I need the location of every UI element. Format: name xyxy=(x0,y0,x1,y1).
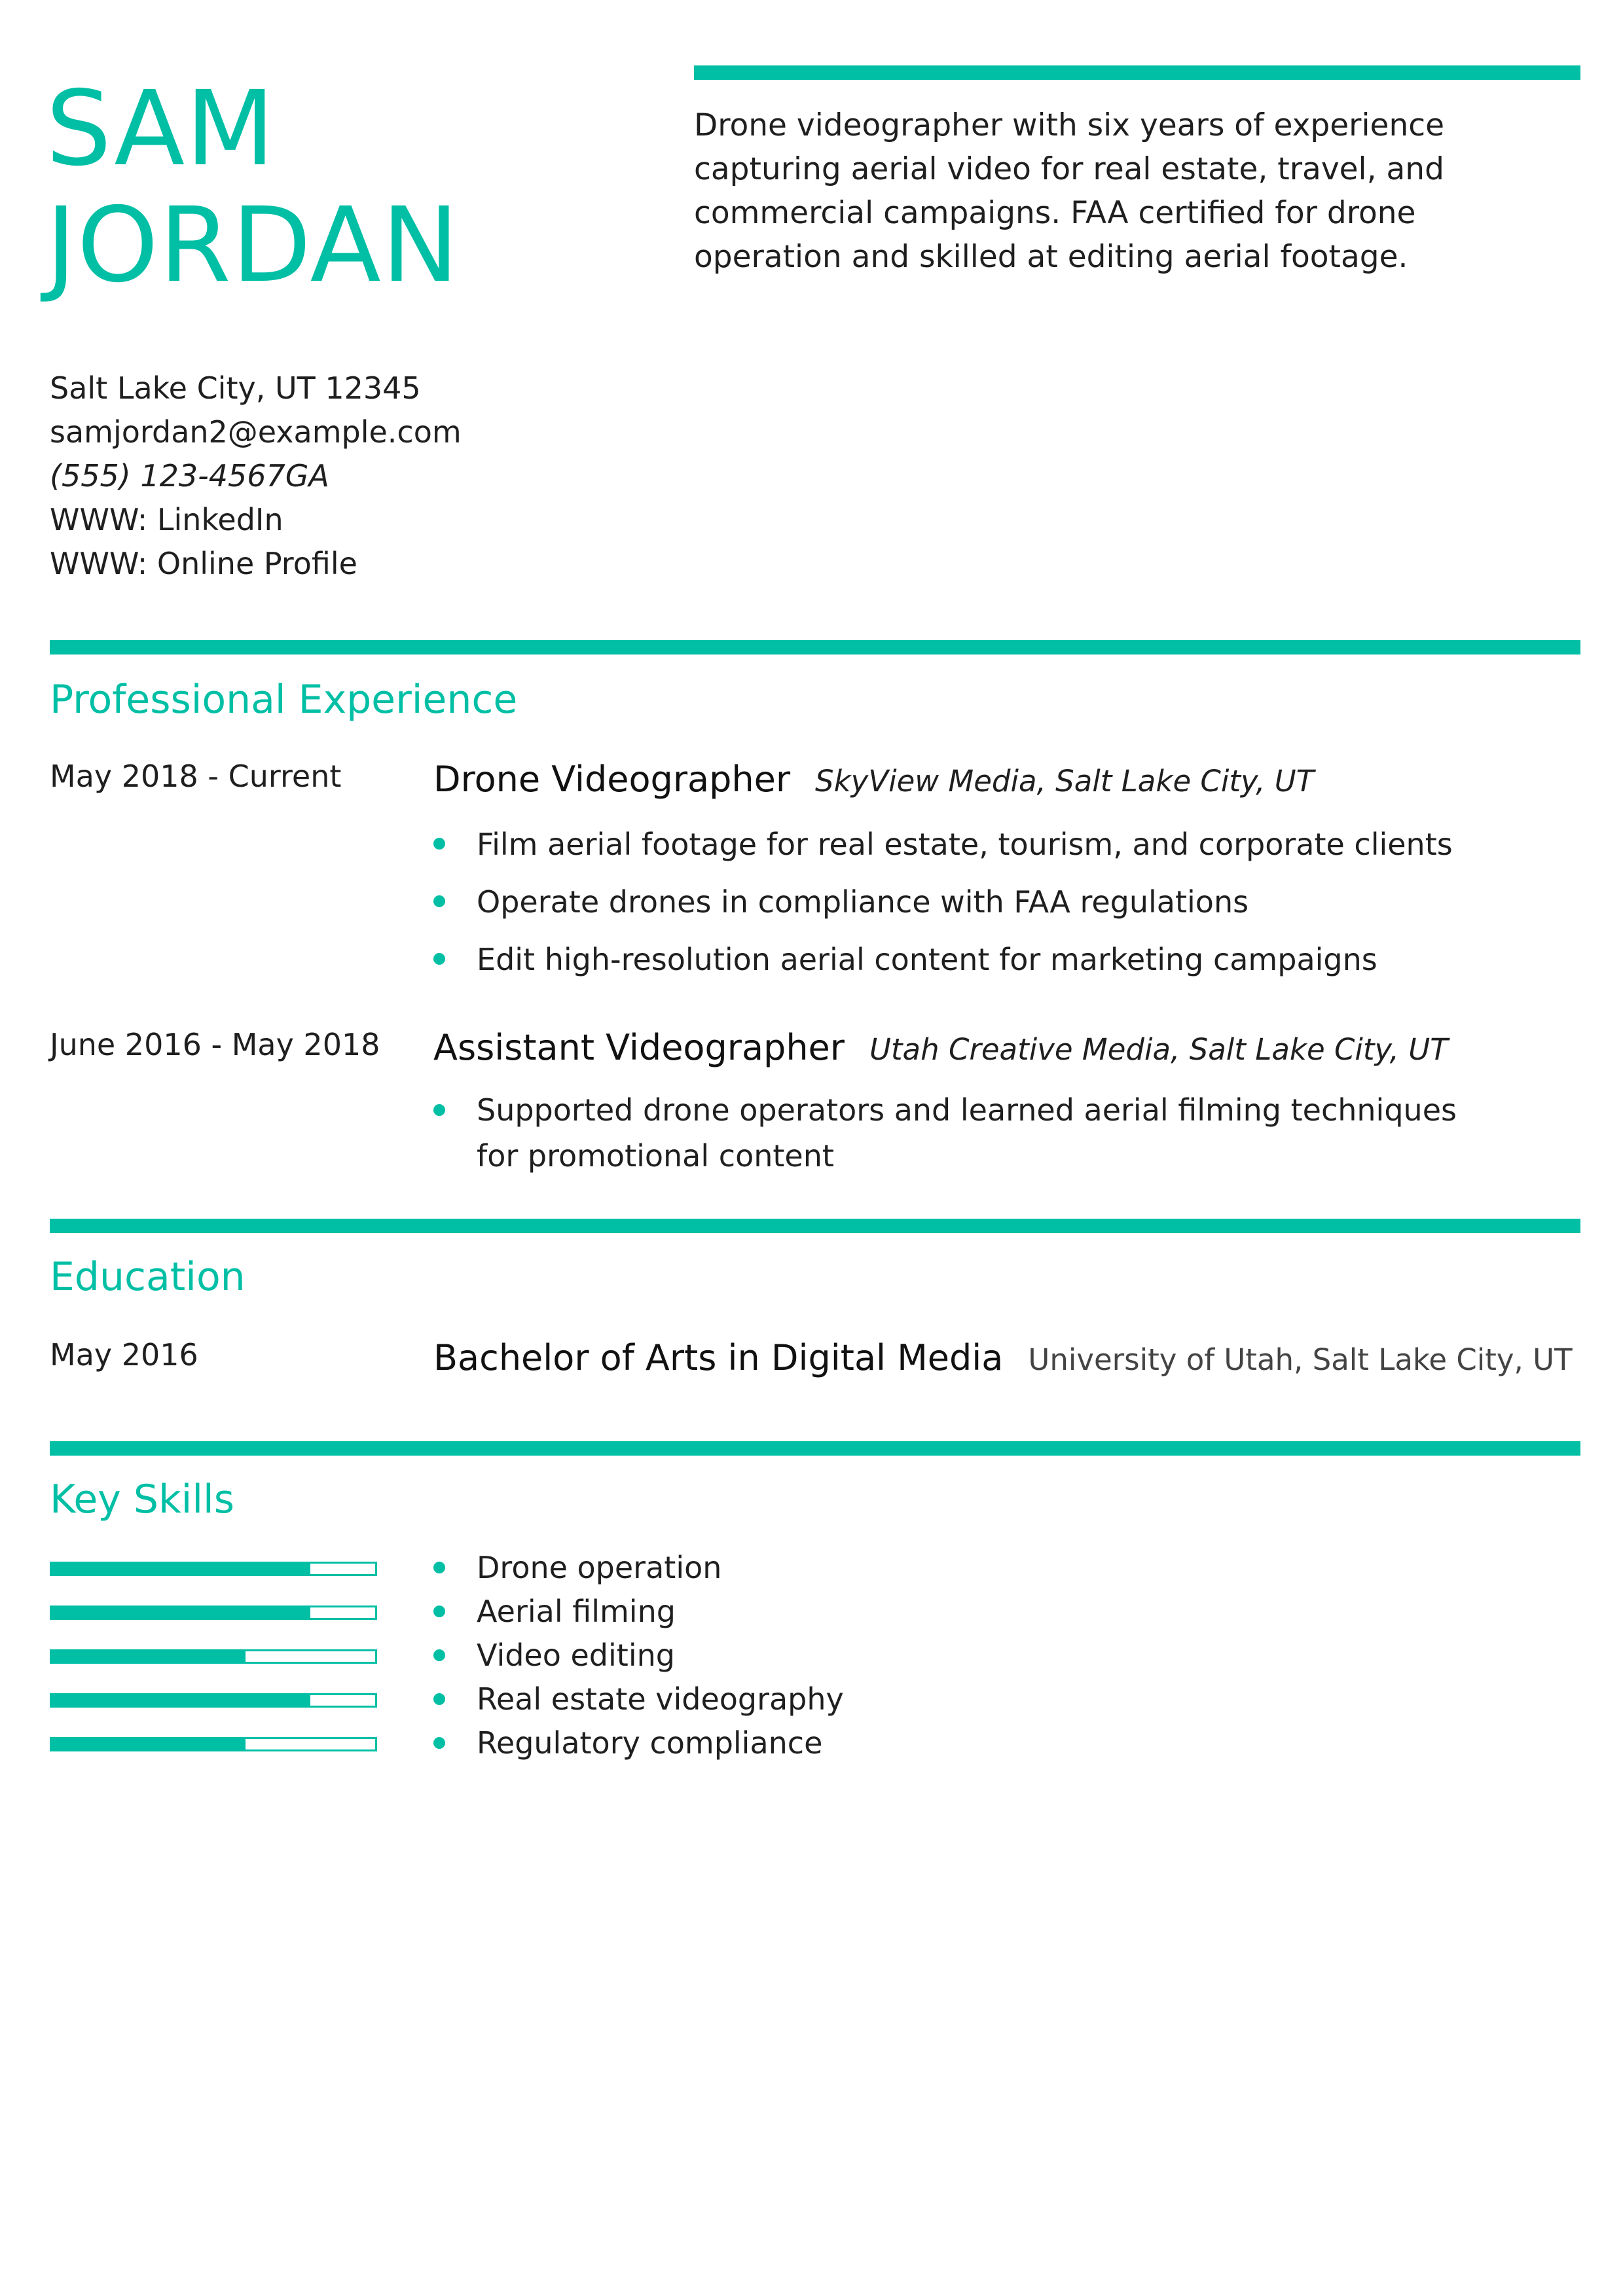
job-2-org: Utah Creative Media, Salt Lake City, UT xyxy=(869,1032,1448,1067)
job-1-role: Drone Videographer xyxy=(433,759,791,800)
list-item: Film aerial footage for real estate, tourism, and corporate clients xyxy=(433,816,1453,873)
contact-location: Salt Lake City, UT 12345 xyxy=(50,370,421,406)
skill-bar-fill xyxy=(52,1695,310,1706)
job-2-bullets xyxy=(433,1081,1481,1179)
skill-bar-fill xyxy=(52,1607,310,1618)
list-item: Edit high-resolution aerial content for marketing campaigns xyxy=(433,931,1453,988)
experience-title: Professional Experience xyxy=(50,677,518,723)
skills-rule xyxy=(50,1441,1580,1456)
skill-bar-fill xyxy=(52,1651,246,1662)
job-1-heading xyxy=(433,757,1314,811)
contact-email[interactable]: samjordan2@example.com xyxy=(50,414,462,450)
job-2-dates: June 2016 - May 2018 xyxy=(50,1027,380,1062)
skill-bar xyxy=(50,1605,377,1620)
list-item: Aerial filming xyxy=(433,1590,844,1634)
bullet-dot-icon xyxy=(433,1562,445,1573)
skill-bar xyxy=(50,1562,377,1576)
bullet-dot-icon xyxy=(433,1104,445,1116)
job-2-heading xyxy=(433,1025,1448,1079)
list-item: Video editing xyxy=(433,1634,844,1677)
bullet-dot-icon xyxy=(433,1693,445,1705)
skill-bar xyxy=(50,1737,377,1751)
job-1-org: SkyView Media, Salt Lake City, UT xyxy=(815,764,1315,798)
bullet-dot-icon xyxy=(433,838,445,850)
bullet-dot-icon xyxy=(433,1737,445,1749)
last-name: JORDAN xyxy=(46,185,460,306)
education-school: University of Utah, Salt Lake City, UT xyxy=(1028,1342,1573,1377)
summary-rule xyxy=(694,65,1580,80)
summary-text: Drone videographer with six years of experience capturing aerial video for real estate, travel, and commercial campaigns. FAA certified for drone operation and skilled at editing aerial footage. xyxy=(694,107,1444,275)
list-item: Operate drones in compliance with FAA regulations xyxy=(433,873,1453,931)
skill-bar-fill xyxy=(52,1739,246,1749)
job-1-bullets xyxy=(433,816,1453,988)
job-2-role: Assistant Videographer xyxy=(433,1027,845,1068)
contact-list xyxy=(50,367,462,586)
contact-linkedin[interactable]: WWW: LinkedIn xyxy=(50,502,283,537)
bullet-dot-icon xyxy=(433,895,445,907)
list-item: Drone operation xyxy=(433,1546,844,1590)
job-1-dates: May 2018 - Current xyxy=(50,759,342,794)
skill-bars xyxy=(50,1562,377,1781)
skill-bar xyxy=(50,1693,377,1708)
contact-phone: (555) 123-4567GA xyxy=(50,458,329,493)
experience-rule xyxy=(50,640,1580,655)
bullet-dot-icon xyxy=(433,953,445,965)
education-title: Education xyxy=(50,1254,246,1300)
skills-title: Key Skills xyxy=(50,1477,234,1522)
list-item: Supported drone operators and learned aerial filming techniques for promotional content xyxy=(433,1087,1481,1179)
education-date: May 2016 xyxy=(50,1337,198,1372)
list-item: Regulatory compliance xyxy=(433,1721,844,1765)
education-degree: Bachelor of Arts in Digital Media xyxy=(433,1337,1004,1378)
skill-bar-fill xyxy=(52,1564,310,1574)
bullet-dot-icon xyxy=(433,1649,445,1661)
education-heading xyxy=(433,1335,1573,1390)
skills-list xyxy=(433,1546,844,1765)
bullet-dot-icon xyxy=(433,1605,445,1617)
list-item: Real estate videography xyxy=(433,1677,844,1721)
education-rule xyxy=(50,1219,1580,1233)
contact-profile[interactable]: WWW: Online Profile xyxy=(50,546,357,581)
candidate-name xyxy=(46,71,460,304)
skill-bar xyxy=(50,1649,377,1664)
first-name: SAM xyxy=(46,69,276,189)
